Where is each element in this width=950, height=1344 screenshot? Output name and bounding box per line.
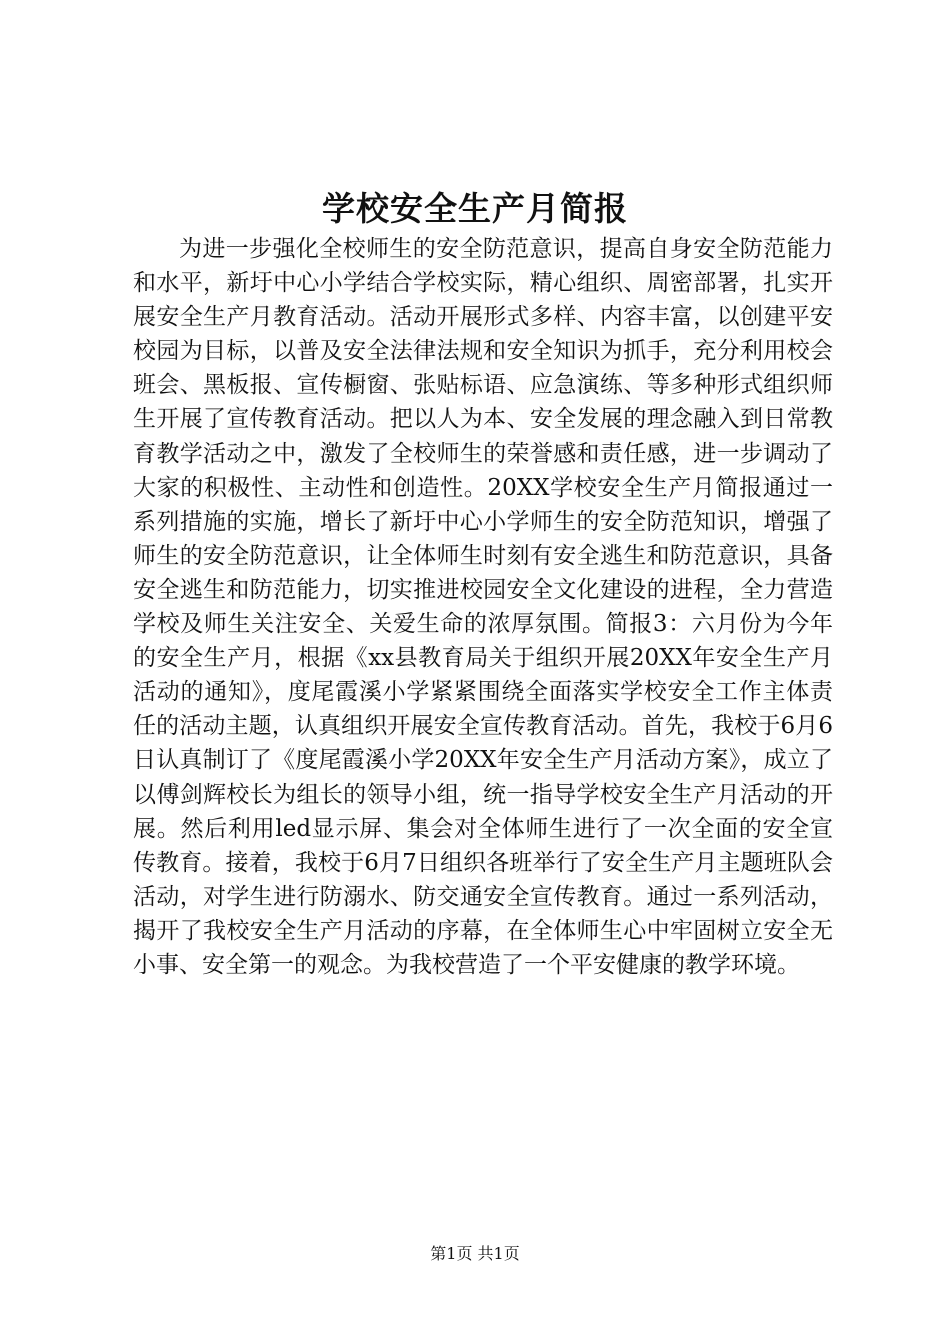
page-title: 学校安全生产月简报 bbox=[322, 189, 628, 228]
page-number-footer: 第1页 共1页 bbox=[430, 1244, 520, 1263]
body-paragraph: 为进一步强化全校师生的安全防范意识，提高自身安全防范能力和水平，新圩中心小学结合学校实际，精心组织、周密部署，扎实开展安全生产月教育活动。活动开展形式多样、内容丰富，以创建平安校园为目标，以普及安全法律法规和安全知识为抓手，充分利用校会班会、黑板报、宣传橱窗、张贴标语、应急演练、等多种形式组织师生开展了宣传教育活动。把以人为本、安全发展的理念融入到日常教育教学活动之中，激发了全校师生的荣誉感和责任感，进一步调动了大家的积极性、主动性和创造性。20XX学校安全生产月简报通过一系列措施的实施，增长了新圩中心小学师生的安全防范知识，增强了师生的安全防范意识，让全体师生时刻有安全逃生和防范意识，具备安全逃生和防范能力，切实推进校园安全文化建设的进程，全力营造学校及师生关注安全、关爱生命的浓厚氛围。简报3：六月份为今年的安全生产月，根据《xx县教育局关于组织开展20XX年安全生产月活动的通知》，度尾霞溪小学紧紧围绕全面落实学校安全工作主体责任的活动主题，认真组织开展安全宣传教育活动。首先，我校于6月6日认真制订了《度尾霞溪小学20XX年安全生产月活动方案》，成立了以傅剑辉校长为组长的领导小组，统一指导学校安全生产月活动的开展。然后利用led显示屏、集会对全体师生进行了一次全面的安全宣传教育。接着，我校于6月7日组织各班举行了安全生产月主题班队会活动，对学生进行防溺水、防交通安全宣传教育。通过一系列活动，揭开了我校安全生产月活动的序幕，在全体师生心中牢固树立安全无小事、安全第一的观念。为我校营造了一个平安健康的教学环境。 bbox=[133, 236, 833, 978]
